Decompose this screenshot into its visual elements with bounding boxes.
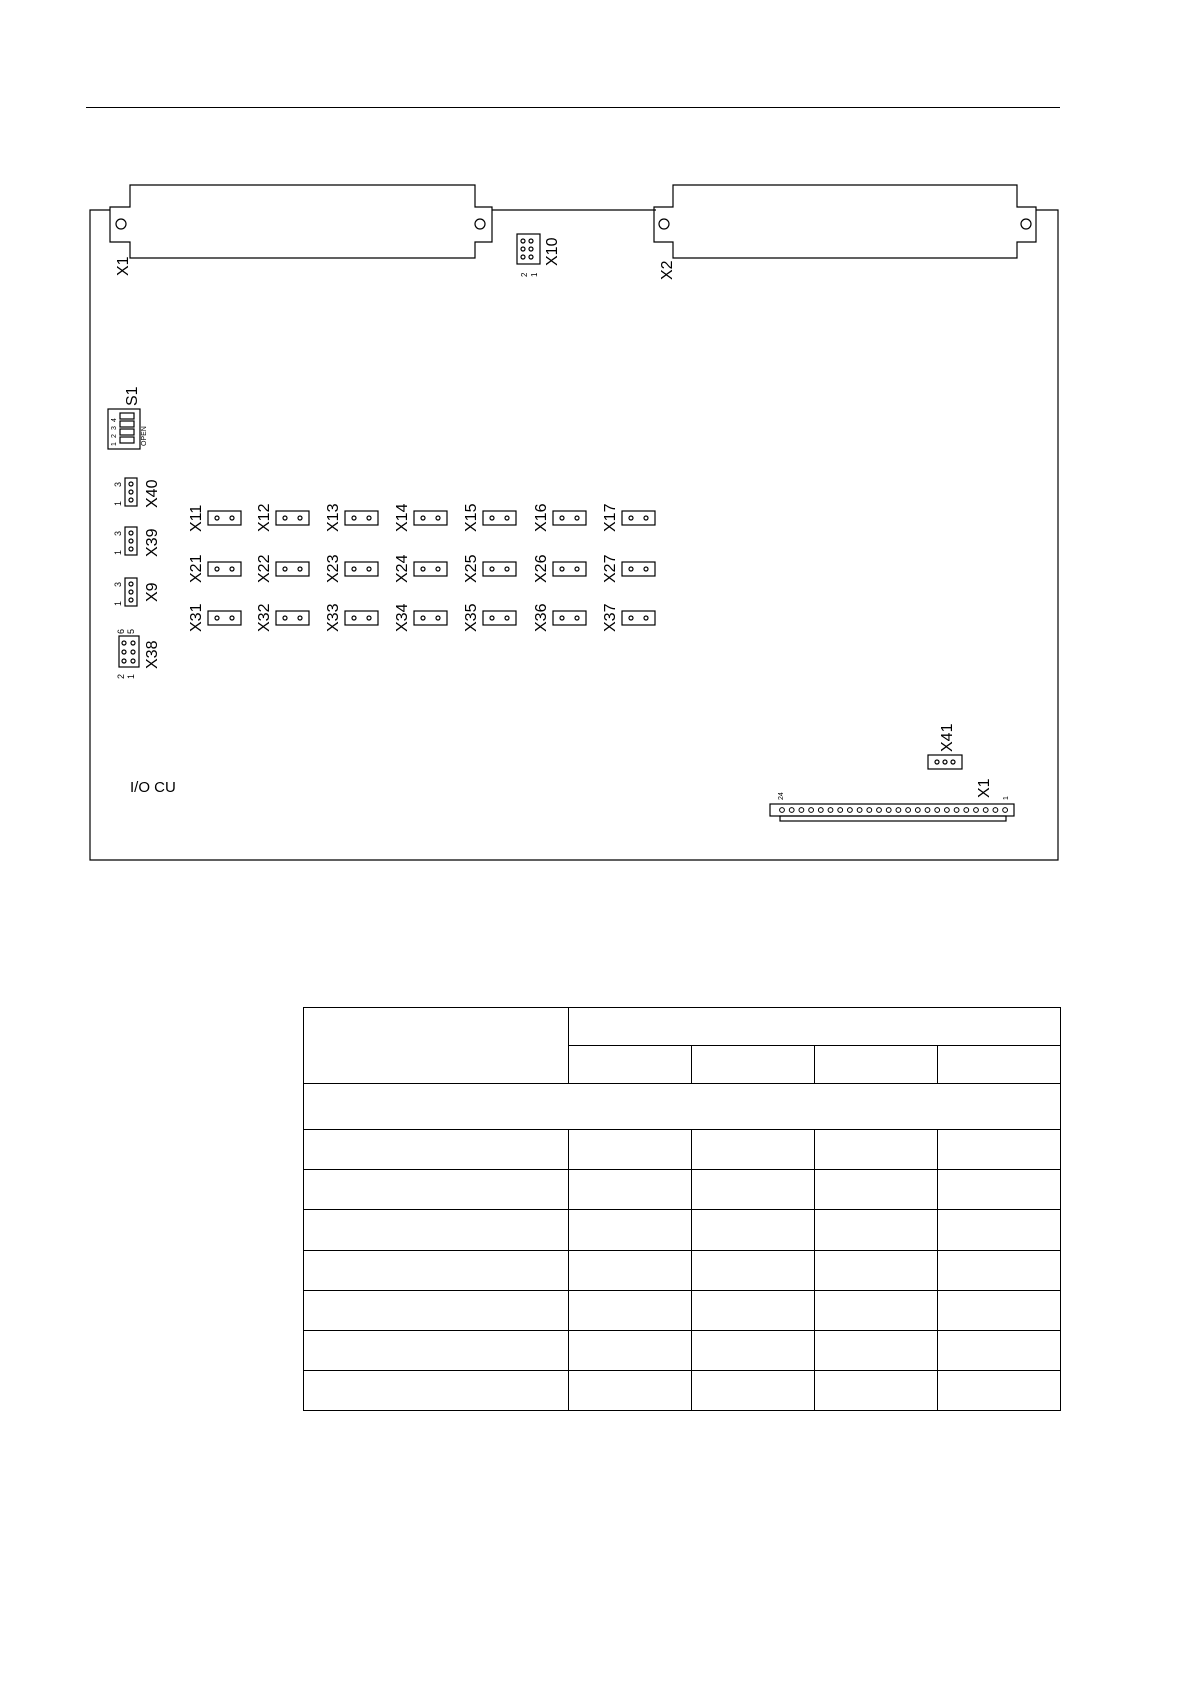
- header-x38-pin-6: 6: [116, 628, 126, 634]
- jumper-label-x12: X12: [256, 503, 273, 532]
- header-x38-pin-2: 2: [116, 673, 126, 679]
- jumper-pin: [367, 567, 371, 571]
- jumper-x13: [345, 511, 378, 525]
- table-cell: [692, 1330, 815, 1370]
- connector-x1-label: X1: [115, 256, 132, 276]
- jumper-pin: [283, 516, 287, 520]
- table-cell: [815, 1290, 938, 1330]
- jumper-pin: [575, 567, 579, 571]
- board-outline: [90, 210, 1058, 860]
- jumper-pin: [421, 516, 425, 520]
- jumper-label-x37: X37: [602, 603, 619, 632]
- table-cell: [938, 1130, 1061, 1170]
- terminal-strip-pin: [780, 808, 785, 813]
- jumper-label-x21: X21: [188, 554, 205, 583]
- table-cell: [938, 1290, 1061, 1330]
- header-x10-pin-b: 1: [530, 272, 539, 277]
- table-cell: [304, 1130, 569, 1170]
- header-x40-pin-first: 1: [113, 500, 123, 506]
- jumper-label-x23: X23: [325, 554, 342, 583]
- table-section-row: [304, 1084, 1061, 1130]
- jumper-pin: [230, 516, 234, 520]
- dip-switch-open-label: OPEN: [141, 426, 148, 446]
- table-subheader-cell: [692, 1046, 815, 1084]
- jumper-pin: [421, 616, 425, 620]
- jumper-pin: [629, 616, 633, 620]
- jumper-label-x14: X14: [394, 503, 411, 532]
- header-x10-label: X10: [544, 237, 561, 266]
- jumper-label-x16: X16: [533, 503, 550, 532]
- jumper-pin: [644, 616, 648, 620]
- jumper-pin: [283, 567, 287, 571]
- jumper-x33: [345, 611, 378, 625]
- header-x38-label: X38: [144, 640, 161, 669]
- jumper-pin: [436, 616, 440, 620]
- table-cell: [304, 1370, 569, 1410]
- jumper-x35: [483, 611, 516, 625]
- jumper-label-x25: X25: [463, 554, 480, 583]
- dip-switch-pos-4: 4: [111, 418, 118, 422]
- terminal-strip-pin: [954, 808, 959, 813]
- terminal-strip-pin: [809, 808, 814, 813]
- jumper-pin: [490, 567, 494, 571]
- table-cell: [692, 1370, 815, 1410]
- table-row: [304, 1290, 1061, 1330]
- jumper-pin: [436, 516, 440, 520]
- table-cell: [938, 1170, 1061, 1210]
- header-x38-pin-1: 1: [126, 673, 136, 679]
- table-cell: [692, 1210, 815, 1250]
- jumper-pin: [421, 567, 425, 571]
- terminal-strip-pin: [906, 808, 911, 813]
- jumper-label-x24: X24: [394, 554, 411, 583]
- table-row: [304, 1130, 1061, 1170]
- table-cell: [569, 1170, 692, 1210]
- table-cell: [938, 1330, 1061, 1370]
- jumper-x21: [208, 562, 241, 576]
- table-subheader-cell: [815, 1046, 938, 1084]
- jumper-x32: [276, 611, 309, 625]
- jumper-pin: [505, 516, 509, 520]
- jumper-label-x31: X31: [188, 603, 205, 632]
- jumper-pin: [560, 516, 564, 520]
- terminal-strip-pin: [915, 808, 920, 813]
- terminal-strip-pin: [789, 808, 794, 813]
- table-cell: [938, 1210, 1061, 1250]
- table-header-group-cell: [569, 1008, 1061, 1046]
- table-cell: [815, 1330, 938, 1370]
- table-cell: [938, 1250, 1061, 1290]
- terminal-strip-x1-base: [780, 816, 1006, 821]
- jumper-pin: [560, 567, 564, 571]
- jumper-x12: [276, 511, 309, 525]
- jumper-pin: [629, 516, 633, 520]
- terminal-strip-pin: [964, 808, 969, 813]
- table-cell: [569, 1290, 692, 1330]
- jumper-pin: [367, 616, 371, 620]
- table-cell: [692, 1290, 815, 1330]
- jumper-x34: [414, 611, 447, 625]
- header-x9-pin-first: 1: [113, 600, 123, 606]
- terminal-strip-pin: [848, 808, 853, 813]
- terminal-strip-pin: [867, 808, 872, 813]
- jumper-pin: [352, 567, 356, 571]
- jumper-pin: [560, 616, 564, 620]
- jumper-x22: [276, 562, 309, 576]
- jumper-pin: [575, 616, 579, 620]
- header-x41-label: X41: [939, 723, 956, 752]
- jumper-pin: [505, 567, 509, 571]
- terminal-strip-pin: [877, 808, 882, 813]
- jumper-label-x17: X17: [602, 503, 619, 532]
- jumper-x36: [553, 611, 586, 625]
- jumper-label-x27: X27: [602, 554, 619, 583]
- jumper-pin: [367, 516, 371, 520]
- terminal-strip-x1-pin-first: 1: [1003, 796, 1010, 800]
- table-cell: [692, 1130, 815, 1170]
- jumper-pin: [352, 616, 356, 620]
- terminal-strip-pin: [857, 808, 862, 813]
- table-header-label-cell: [304, 1008, 569, 1084]
- jumper-pin: [215, 516, 219, 520]
- table-cell: [569, 1330, 692, 1370]
- jumper-label-x32: X32: [256, 603, 273, 632]
- table-cell: [304, 1330, 569, 1370]
- dip-switch-s1-label: S1: [124, 386, 141, 406]
- jumper-x26: [553, 562, 586, 576]
- jumper-x17: [622, 511, 655, 525]
- connector-x2-label: X2: [659, 260, 676, 280]
- table-cell: [692, 1250, 815, 1290]
- terminal-strip-pin: [896, 808, 901, 813]
- header-x9-pin-last: 3: [113, 581, 123, 587]
- jumper-label-x26: X26: [533, 554, 550, 583]
- jumper-pin: [230, 567, 234, 571]
- terminal-strip-pin: [935, 808, 940, 813]
- jumper-label-x33: X33: [325, 603, 342, 632]
- header-x39-pin-last: 3: [113, 530, 123, 536]
- jumper-pin: [230, 616, 234, 620]
- jumper-x23: [345, 562, 378, 576]
- connector-x1-hole-left: [116, 219, 126, 229]
- jumper-settings-table: [303, 1007, 1061, 1411]
- connector-x1-hole-right: [475, 219, 485, 229]
- header-x41-outline: [928, 755, 962, 769]
- table-cell: [569, 1250, 692, 1290]
- table-cell: [815, 1170, 938, 1210]
- jumper-x14: [414, 511, 447, 525]
- jumper-pin: [644, 516, 648, 520]
- jumper-pin: [644, 567, 648, 571]
- table-cell: [569, 1130, 692, 1170]
- jumper-pin: [490, 616, 494, 620]
- terminal-strip-pin: [983, 808, 988, 813]
- jumper-pin: [490, 516, 494, 520]
- terminal-strip-x1-pins: [780, 808, 1008, 813]
- jumper-x37: [622, 611, 655, 625]
- header-x39-label: X39: [144, 528, 161, 557]
- terminal-strip-pin: [838, 808, 843, 813]
- header-x10-pin-a: 2: [520, 272, 529, 277]
- table-row: [304, 1250, 1061, 1290]
- jumper-x11: [208, 511, 241, 525]
- table-row: [304, 1370, 1061, 1410]
- table-cell: [304, 1290, 569, 1330]
- jumper-x31: [208, 611, 241, 625]
- connector-x1-outline: [110, 185, 492, 258]
- dip-switch-pos-3: 3: [111, 426, 118, 430]
- table-subheader-cell: [938, 1046, 1061, 1084]
- header-x9-label: X9: [144, 582, 161, 602]
- jumper-x16: [553, 511, 586, 525]
- terminal-strip-x1-pin-last: 24: [778, 792, 785, 800]
- table-subheader-cell: [569, 1046, 692, 1084]
- table-body: [304, 1130, 1061, 1411]
- jumper-pin: [505, 616, 509, 620]
- board-name: I/O CU: [130, 779, 176, 796]
- table-row: [304, 1170, 1061, 1210]
- table-cell: [304, 1250, 569, 1290]
- terminal-strip-pin: [886, 808, 891, 813]
- terminal-strip-pin: [993, 808, 998, 813]
- jumper-label-x35: X35: [463, 603, 480, 632]
- jumper-label-x34: X34: [394, 603, 411, 632]
- table-cell: [304, 1170, 569, 1210]
- table-cell: [815, 1370, 938, 1410]
- jumper-label-x15: X15: [463, 503, 480, 532]
- connector-x2-outline: [654, 185, 1036, 258]
- jumper-label-x11: X11: [188, 504, 205, 532]
- table-cell: [815, 1250, 938, 1290]
- jumper-x15: [483, 511, 516, 525]
- jumper-x27: [622, 562, 655, 576]
- table-cell: [569, 1210, 692, 1250]
- header-x40-pin-last: 3: [113, 481, 123, 487]
- terminal-strip-pin: [945, 808, 950, 813]
- table-cell: [692, 1170, 815, 1210]
- terminal-strip-pin: [799, 808, 804, 813]
- jumper-label-x22: X22: [256, 554, 273, 583]
- jumper-pin: [215, 567, 219, 571]
- terminal-strip-pin: [974, 808, 979, 813]
- table-cell: [569, 1370, 692, 1410]
- jumper-pin: [436, 567, 440, 571]
- terminal-strip-pin: [925, 808, 930, 813]
- table-cell: [304, 1210, 569, 1250]
- table-cell: [938, 1370, 1061, 1410]
- jumper-label-x36: X36: [533, 603, 550, 632]
- terminal-strip-pin: [818, 808, 823, 813]
- jumper-x24: [414, 562, 447, 576]
- table-row: [304, 1330, 1061, 1370]
- terminal-strip-pin: [1003, 808, 1008, 813]
- jumper-label-x13: X13: [325, 503, 342, 532]
- jumper-pin: [629, 567, 633, 571]
- terminal-strip-pin: [828, 808, 833, 813]
- jumper-pin: [298, 567, 302, 571]
- terminal-strip-x1-outline: [770, 804, 1014, 816]
- table-row: [304, 1210, 1061, 1250]
- connector-x2-hole-left: [659, 219, 669, 229]
- header-x40-label: X40: [144, 479, 161, 508]
- header-x38-pin-5: 5: [126, 628, 136, 634]
- jumper-pin: [298, 616, 302, 620]
- jumper-pin: [215, 616, 219, 620]
- jumper-pin: [352, 516, 356, 520]
- jumper-grid: [208, 511, 655, 625]
- connector-x2-hole-right: [1021, 219, 1031, 229]
- terminal-strip-x1-label: X1: [976, 778, 993, 798]
- jumper-pin: [283, 616, 287, 620]
- header-x39-pin-first: 1: [113, 549, 123, 555]
- jumper-pin: [298, 516, 302, 520]
- dip-switch-pos-2: 2: [111, 434, 118, 438]
- jumper-x25: [483, 562, 516, 576]
- dip-switch-pos-1: 1: [111, 442, 118, 446]
- jumper-pin: [575, 516, 579, 520]
- table-cell: [815, 1130, 938, 1170]
- table-cell: [815, 1210, 938, 1250]
